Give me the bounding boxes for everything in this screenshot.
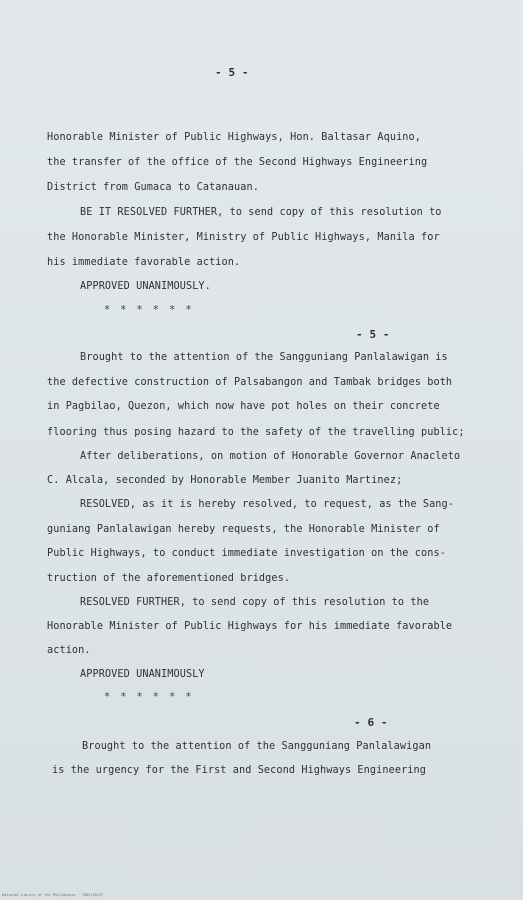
approval-2: APPROVED UNANIMOUSLY	[80, 669, 205, 680]
separator-stars-2: * * * * * *	[104, 692, 194, 703]
paragraph-b-line-2: the Honorable Minister, Ministry of Public Highways, Manila for	[47, 232, 440, 243]
item-5-para2-line-2: C. Alcala, seconded by Honorable Member Juanito Martinez;	[47, 475, 403, 486]
item-5-para3-line-2: guniang Panlalawigan hereby requests, the Honorable Minister of	[47, 524, 440, 535]
item-5-para4-line-2: Honorable Minister of Public Highways for his immediate favorable	[47, 621, 453, 632]
paragraph-a-line-2: the transfer of the office of the Second Highways Engineering	[47, 157, 428, 168]
item-6-para1-line-1: Brought to the attention of the Sangguniang Panlalawigan	[82, 741, 432, 752]
paragraph-a-line-3: District from Gumaca to Catanauan.	[47, 182, 259, 193]
separator-stars-1: * * * * * *	[104, 305, 194, 316]
item-5-para3-line-4: truction of the aforementioned bridges.	[47, 573, 291, 584]
page-number: - 5 -	[215, 66, 249, 79]
item-5-number: - 5 -	[356, 328, 390, 341]
item-5-para2-line-1: After deliberations, on motion of Honorable Governor Anacleto	[80, 451, 461, 462]
item-5-para3-line-1: RESOLVED, as it is hereby resolved, to request, as the Sang-	[80, 499, 455, 510]
scan-footer: National Library of the Philippines · 1982/05/27	[2, 893, 104, 897]
item-5-para3-line-3: Public Highways, to conduct immediate investigation on the cons-	[47, 548, 446, 559]
item-5-para1-line-2: the defective construction of Palsabangon and Tambak bridges both	[47, 377, 453, 388]
item-6-para1-line-2: is the urgency for the First and Second Highways Engineering	[52, 765, 427, 776]
paragraph-b-line-3: his immediate favorable action.	[47, 257, 241, 268]
paragraph-b-line-1: BE IT RESOLVED FURTHER, to send copy of this resolution to	[80, 207, 442, 218]
item-5-para4-line-1: RESOLVED FURTHER, to send copy of this resolution to the	[80, 597, 430, 608]
paragraph-a-line-1: Honorable Minister of Public Highways, Hon. Baltasar Aquino,	[47, 132, 422, 143]
item-5-para1-line-4: flooring thus posing hazard to the safety of the travelling public;	[47, 427, 465, 438]
item-5-para1-line-1: Brought to the attention of the Sangguniang Panlalawigan is	[80, 352, 448, 363]
item-5-para1-line-3: in Pagbilao, Quezon, which now have pot holes on their concrete	[47, 401, 440, 412]
item-6-number: - 6 -	[354, 716, 388, 729]
item-5-para4-line-3: action.	[47, 645, 91, 656]
approval-1: APPROVED UNANIMOUSLY.	[80, 281, 211, 292]
